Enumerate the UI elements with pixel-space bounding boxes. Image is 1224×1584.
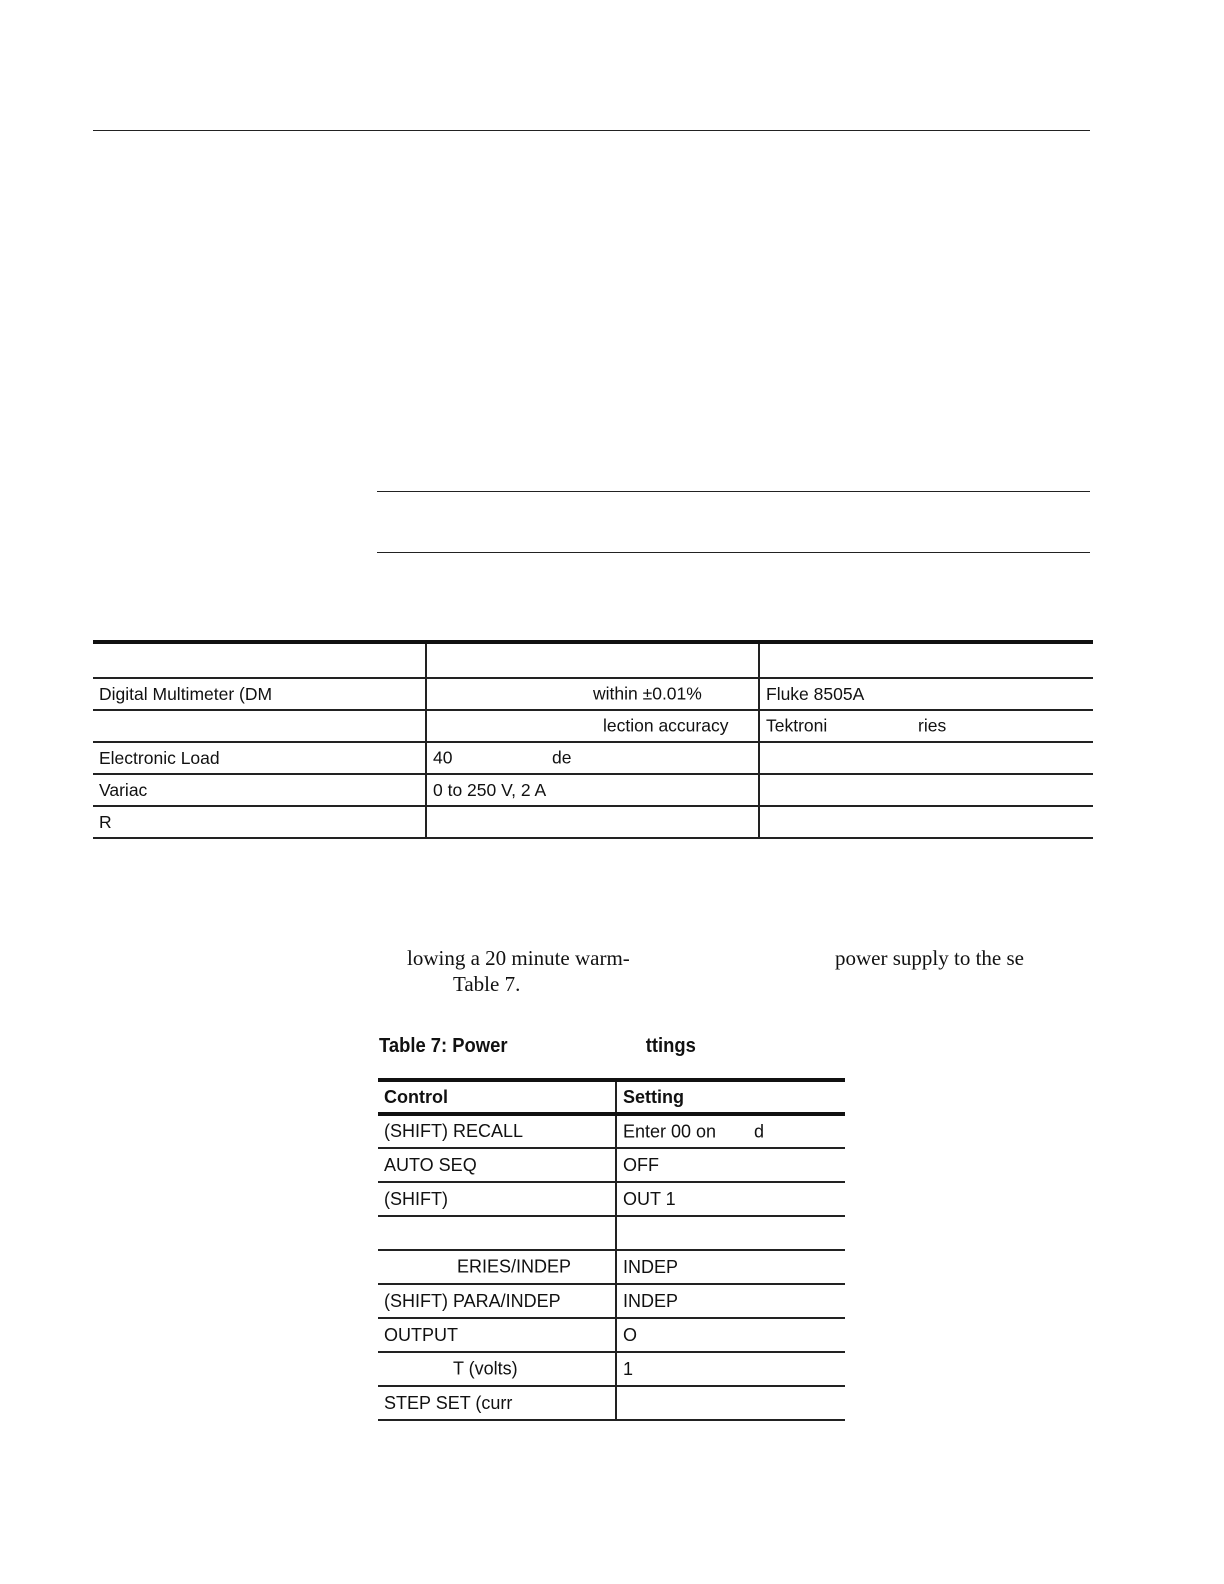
settings-table xyxy=(378,1078,845,1421)
table-cell xyxy=(759,642,1093,678)
paragraph-line-1b: power supply to the se xyxy=(835,946,1024,970)
table-row xyxy=(378,1216,845,1250)
table-row xyxy=(378,1318,845,1352)
table-row xyxy=(378,1250,845,1284)
table-cell: Variac xyxy=(93,774,426,806)
table-row xyxy=(378,1148,845,1182)
table-cell xyxy=(426,678,759,710)
control-cell: OUTPUT xyxy=(378,1318,616,1352)
table-row xyxy=(378,1352,845,1386)
cell-text: Tektroni xyxy=(766,715,828,736)
table-row xyxy=(93,710,1093,742)
cell-text: de xyxy=(552,747,572,768)
table-caption xyxy=(379,1035,696,1058)
table-cell xyxy=(759,774,1093,806)
control-cell xyxy=(378,1250,616,1284)
column-header-control: Control xyxy=(378,1080,616,1114)
table-row xyxy=(378,1284,845,1318)
paragraph-line-2: Table 7. xyxy=(453,972,521,996)
table-row xyxy=(93,806,1093,838)
cell-text: Enter 00 on xyxy=(623,1121,717,1141)
setting-cell: OUT 1 xyxy=(616,1182,845,1216)
note-rule-top xyxy=(377,491,1090,492)
table-cell xyxy=(426,642,759,678)
table-row xyxy=(378,1386,845,1420)
table-cell: Electronic Load xyxy=(93,742,426,774)
column-header-setting: Setting xyxy=(616,1080,845,1114)
setting-cell xyxy=(616,1216,845,1250)
table-row xyxy=(93,774,1093,806)
table-cell: Digital Multimeter (DM xyxy=(93,678,426,710)
control-cell: STEP SET (curr xyxy=(378,1386,616,1420)
table-row xyxy=(93,742,1093,774)
caption-text-b: ttings xyxy=(645,1035,696,1057)
paragraph-line-1a: lowing a 20 minute warm- xyxy=(407,946,630,970)
note-rule-bottom xyxy=(377,552,1090,553)
setting-cell: INDEP xyxy=(616,1284,845,1318)
table-header-row xyxy=(378,1080,845,1114)
control-cell xyxy=(378,1352,616,1386)
table-cell xyxy=(426,710,759,742)
control-cell: (SHIFT) xyxy=(378,1182,616,1216)
cell-text: within ±0.01% xyxy=(593,683,702,704)
table-row xyxy=(93,678,1093,710)
table-cell xyxy=(426,742,759,774)
cell-text: ries xyxy=(918,715,947,736)
setting-cell: OFF xyxy=(616,1148,845,1182)
table-row xyxy=(378,1182,845,1216)
table-cell xyxy=(759,742,1093,774)
table-cell xyxy=(426,806,759,838)
setting-cell: 1 xyxy=(616,1352,845,1386)
control-cell: (SHIFT) PARA/INDEP xyxy=(378,1284,616,1318)
control-cell: AUTO SEQ xyxy=(378,1148,616,1182)
cell-text: T (volts) xyxy=(453,1358,518,1379)
control-cell xyxy=(378,1216,616,1250)
control-cell: (SHIFT) RECALL xyxy=(378,1114,616,1148)
setting-cell: INDEP xyxy=(616,1250,845,1284)
table-cell xyxy=(93,710,426,742)
page-header-rule xyxy=(93,130,1090,131)
table-cell: Fluke 8505A xyxy=(759,678,1093,710)
table-row xyxy=(378,1114,845,1148)
cell-text: 40 xyxy=(433,747,453,768)
setting-cell xyxy=(616,1114,845,1148)
caption-text-a: Table 7: Power xyxy=(379,1035,508,1057)
cell-text: d xyxy=(754,1121,765,1141)
table-cell: R xyxy=(93,806,426,838)
cell-text: ERIES/INDEP xyxy=(457,1256,572,1277)
table-cell xyxy=(93,642,426,678)
table-header-row xyxy=(93,642,1093,678)
table-cell: 0 to 250 V, 2 A xyxy=(426,774,759,806)
table-cell xyxy=(759,806,1093,838)
equipment-table xyxy=(93,640,1093,839)
setting-cell: O xyxy=(616,1318,845,1352)
table-cell xyxy=(759,710,1093,742)
cell-text: lection accuracy xyxy=(603,715,729,736)
setting-cell xyxy=(616,1386,845,1420)
